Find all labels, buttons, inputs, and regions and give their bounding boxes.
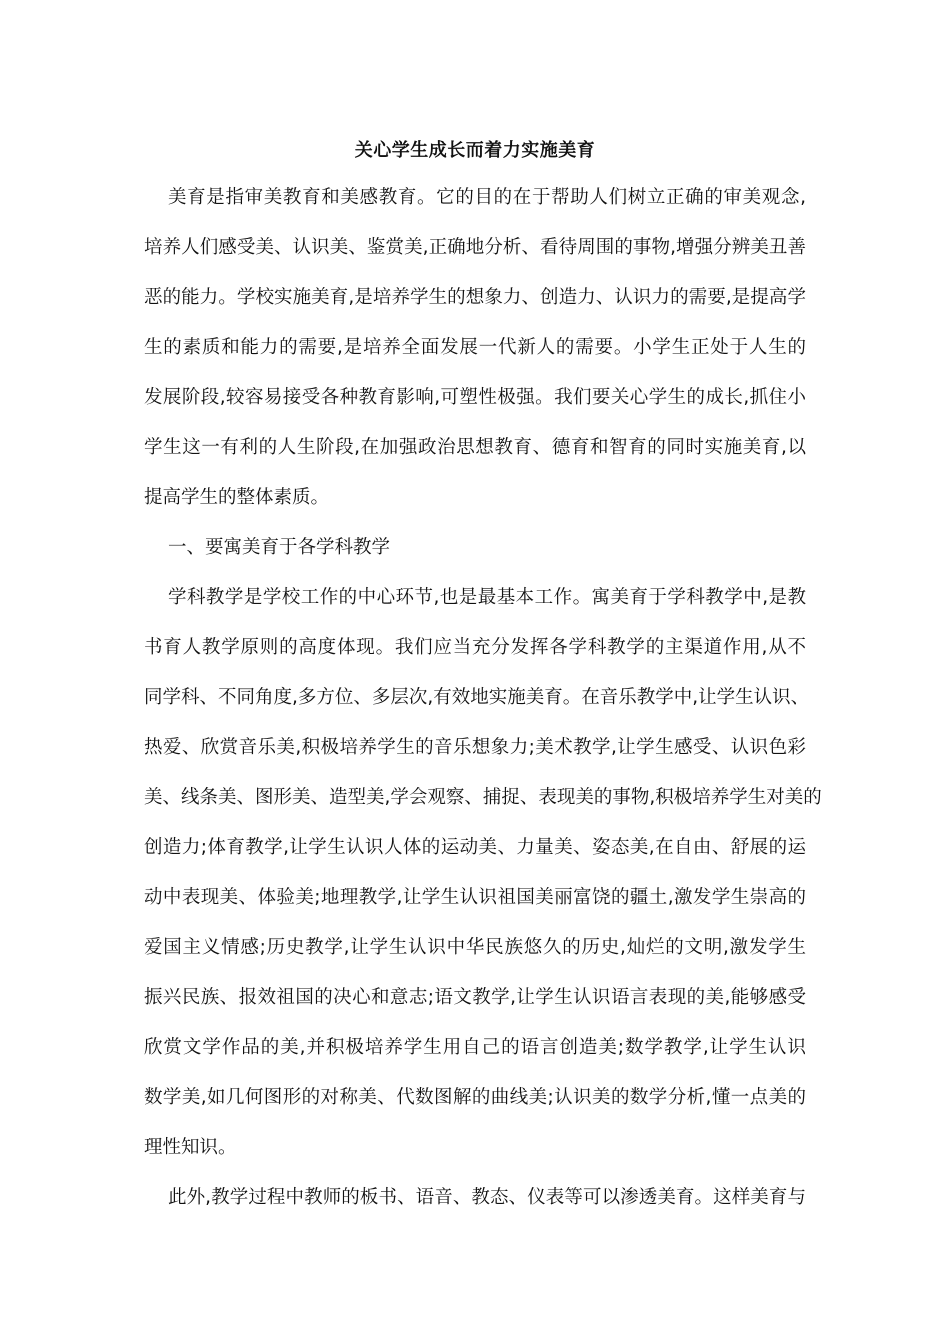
paragraph-line: 培养人们感受美、认识美、鉴赏美,正确地分析、看待周围的事物,增强分辨美丑善: [144, 237, 806, 258]
paragraph-line: 爱国主义情感;历史教学,让学生认识中华民族悠久的历史,灿烂的文明,激发学生: [144, 937, 806, 958]
paragraph-line: 理性知识。: [144, 1137, 237, 1158]
paragraph-line: 同学科、不同角度,多方位、多层次,有效地实施美育。在音乐教学中,让学生认识、: [144, 687, 810, 708]
paragraph-line: 美、线条美、图形美、造型美,学会观察、捕捉、表现美的事物,积极培养学生对美的: [144, 787, 822, 808]
paragraph-line: 学科教学是学校工作的中心环节,也是最基本工作。寓美育于学科教学中,是教: [168, 587, 806, 608]
paragraph-line: 创造力;体育教学,让学生认识人体的运动美、力量美、姿态美,在自由、舒展的运: [144, 837, 806, 858]
paragraph-line: 欣赏文学作品的美,并积极培养学生用自己的语言创造美;数学教学,让学生认识: [144, 1037, 806, 1058]
paragraph-line: 动中表现美、体验美;地理教学,让学生认识祖国美丽富饶的疆土,激发学生崇高的: [144, 887, 806, 908]
paragraph-line: 发展阶段,较容易接受各种教育影响,可塑性极强。我们要关心学生的成长,抓住小: [144, 387, 806, 408]
paragraph-line: 热爱、欣赏音乐美,积极培养学生的音乐想象力;美术教学,让学生感受、认识色彩: [144, 737, 806, 758]
paragraph-line: 恶的能力。学校实施美育,是培养学生的想象力、创造力、认识力的需要,是提高学: [144, 287, 806, 308]
paragraph-line: 学生这一有利的人生阶段,在加强政治思想教育、德育和智育的同时实施美育,以: [144, 437, 806, 458]
paragraph-line: 提高学生的整体素质。: [144, 487, 330, 508]
section-heading: 一、要寓美育于各学科教学: [168, 537, 391, 558]
paragraph-line: 美育是指审美教育和美感教育。它的目的在于帮助人们树立正确的审美观念,: [168, 187, 806, 208]
paragraph-line: 生的素质和能力的需要,是培养全面发展一代新人的需要。小学生正处于人生的: [144, 337, 806, 358]
paragraph-line: 书育人教学原则的高度体现。我们应当充分发挥各学科教学的主渠道作用,从不: [144, 637, 806, 658]
paragraph-line: 振兴民族、报效祖国的决心和意志;语文教学,让学生认识语言表现的美,能够感受: [144, 987, 806, 1008]
document-title: 关心学生成长而着力实施美育: [354, 140, 596, 161]
paragraph-line: 此外,教学过程中教师的板书、语音、教态、仪表等可以渗透美育。这样美育与: [168, 1187, 806, 1208]
paragraph-line: 数学美,如几何图形的对称美、代数图解的曲线美;认识美的数学分析,懂一点美的: [144, 1087, 806, 1108]
